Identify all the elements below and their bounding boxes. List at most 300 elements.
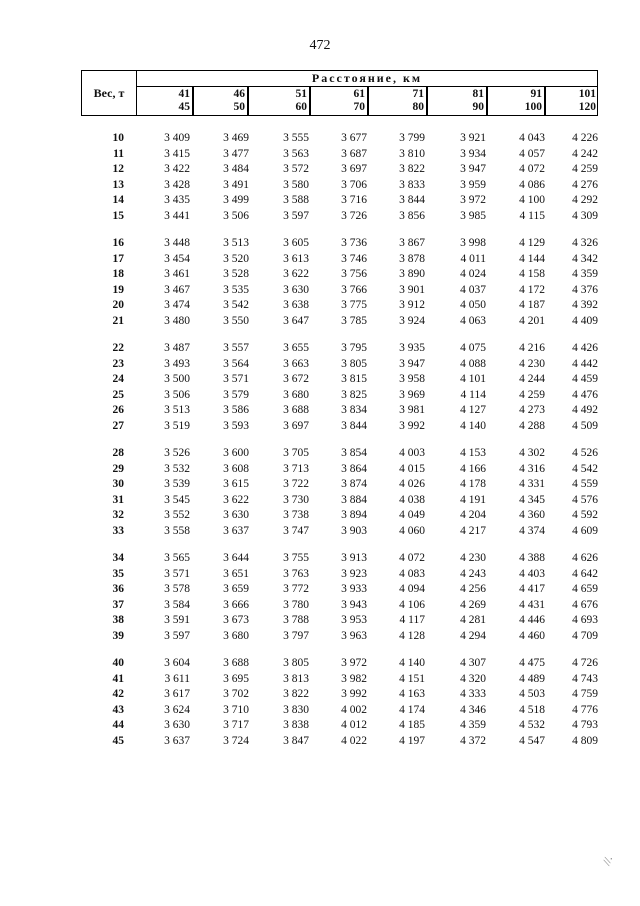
value-cell: 4 117 (399, 614, 425, 626)
value-cell: 4 459 (572, 373, 598, 385)
value-cell: 4 331 (519, 478, 545, 490)
value-cell: 4 693 (572, 614, 598, 626)
value-cell: 3 572 (283, 163, 309, 175)
value-cell: 4 345 (519, 493, 545, 506)
value-cell: 3 528 (223, 268, 249, 280)
value-cell: 3 795 (341, 342, 367, 354)
value-cell: 3 647 (283, 314, 309, 327)
value-cell: 3 884 (341, 493, 367, 506)
value-cell: 4 316 (519, 462, 545, 475)
value-cell: 3 415 (164, 147, 190, 160)
range-to: 60 (295, 101, 307, 113)
value-cell: 3 680 (283, 388, 309, 401)
table-row (0, 282, 640, 298)
value-cell: 3 659 (223, 583, 249, 595)
value-cell: 3 772 (283, 583, 309, 595)
value-cell: 3 615 (223, 478, 249, 490)
table-row (0, 597, 640, 613)
value-cell: 3 943 (341, 598, 367, 611)
value-cell: 4 072 (519, 163, 545, 175)
value-cell: 4 294 (460, 629, 486, 642)
value-cell: 4 809 (572, 734, 598, 747)
value-cell: 3 519 (164, 419, 190, 432)
distance-range-51-60 (247, 87, 311, 115)
weight-cell: 43 (112, 703, 124, 716)
range-to: 50 (233, 101, 245, 113)
range-to: 100 (524, 101, 542, 113)
value-cell: 3 738 (283, 509, 309, 521)
value-cell: 4 217 (460, 524, 486, 537)
value-cell: 4 276 (572, 178, 598, 191)
weight-cell: 35 (112, 567, 124, 580)
value-cell: 3 726 (341, 209, 367, 222)
table-row (0, 702, 640, 718)
value-cell: 4 409 (572, 314, 598, 327)
value-cell: 4 144 (519, 252, 545, 265)
value-cell: 3 864 (341, 462, 367, 475)
value-cell: 4 242 (572, 147, 598, 160)
value-cell: 3 535 (223, 283, 249, 296)
table-row (0, 612, 640, 628)
value-cell: 4 060 (399, 524, 425, 537)
value-cell: 3 834 (341, 404, 367, 416)
value-cell: 4 230 (460, 552, 486, 564)
range-to: 70 (353, 101, 365, 113)
value-cell: 3 555 (283, 132, 309, 144)
value-cell: 3 477 (223, 147, 249, 160)
value-cell: 3 935 (399, 342, 425, 354)
value-cell: 4 101 (460, 373, 486, 385)
table-row (0, 130, 640, 146)
table-row (0, 161, 640, 177)
value-cell: 4 547 (519, 734, 545, 747)
value-cell: 3 484 (223, 163, 249, 175)
distance-range-71-80 (367, 87, 428, 115)
range-from: 91 (530, 88, 542, 100)
value-cell: 3 903 (341, 524, 367, 537)
value-cell: 4 446 (519, 614, 545, 626)
distance-range-91-100 (486, 87, 546, 115)
value-cell: 3 958 (399, 373, 425, 385)
value-cell: 4 127 (460, 404, 486, 416)
value-cell: 3 716 (341, 194, 367, 206)
value-cell: 4 140 (399, 657, 425, 669)
value-cell: 4 259 (572, 163, 598, 175)
value-cell: 3 500 (164, 373, 190, 385)
value-cell: 4 576 (572, 493, 598, 506)
value-cell: 4 359 (460, 719, 486, 731)
value-cell: 4 676 (572, 598, 598, 611)
value-cell: 4 518 (519, 703, 545, 716)
table-row (0, 208, 640, 224)
weight-cell: 11 (113, 147, 124, 160)
value-cell: 4 326 (572, 237, 598, 249)
value-cell: 3 622 (223, 493, 249, 506)
value-cell: 3 532 (164, 462, 190, 475)
value-cell: 4 166 (460, 462, 486, 475)
range-from: 41 (178, 88, 190, 100)
value-cell: 3 677 (341, 132, 367, 144)
table-row (0, 313, 640, 329)
weight-cell: 12 (112, 163, 124, 175)
table-row (0, 297, 640, 313)
value-cell: 3 799 (399, 132, 425, 144)
table-header (81, 70, 598, 116)
value-cell: 3 933 (341, 583, 367, 595)
value-cell: 4 178 (460, 478, 486, 490)
value-cell: 3 469 (223, 132, 249, 144)
value-cell: 4 063 (460, 314, 486, 327)
range-to: 120 (578, 101, 596, 113)
value-cell: 3 833 (399, 178, 425, 191)
value-cell: 4 642 (572, 567, 598, 580)
value-cell: 3 998 (460, 237, 486, 249)
table-row (0, 628, 640, 644)
value-cell: 3 491 (223, 178, 249, 191)
weight-cell: 18 (112, 268, 124, 280)
value-cell: 3 597 (164, 629, 190, 642)
value-cell: 3 651 (223, 567, 249, 580)
value-cell: 4 269 (460, 598, 486, 611)
value-cell: 3 838 (283, 719, 309, 731)
value-cell: 4 403 (519, 567, 545, 580)
weight-cell: 37 (112, 598, 124, 611)
value-cell: 3 921 (460, 132, 486, 144)
distance-header-title: Расстояние, км (137, 71, 597, 87)
value-cell: 3 890 (399, 268, 425, 280)
value-cell: 3 747 (283, 524, 309, 537)
value-cell: 3 467 (164, 283, 190, 296)
value-cell: 4 243 (460, 567, 486, 580)
value-cell: 4 050 (460, 299, 486, 311)
value-cell: 3 624 (164, 703, 190, 716)
value-cell: 4 226 (572, 132, 598, 144)
value-cell: 3 912 (399, 299, 425, 311)
value-cell: 4 057 (519, 147, 545, 160)
value-cell: 4 197 (399, 734, 425, 747)
value-cell: 3 499 (223, 194, 249, 206)
weight-cell: 36 (112, 583, 124, 595)
weight-cell: 26 (112, 404, 124, 416)
value-cell: 3 805 (341, 357, 367, 370)
value-cell: 3 713 (283, 462, 309, 475)
value-cell: 3 448 (164, 237, 190, 249)
value-cell: 3 780 (283, 598, 309, 611)
range-to: 45 (178, 101, 190, 113)
value-cell: 4 151 (399, 672, 425, 685)
value-cell: 3 608 (223, 462, 249, 475)
value-cell: 3 461 (164, 268, 190, 280)
value-cell: 3 736 (341, 237, 367, 249)
value-cell: 4 417 (519, 583, 545, 595)
value-cell: 3 422 (164, 163, 190, 175)
table-row (0, 251, 640, 267)
value-cell: 3 539 (164, 478, 190, 490)
value-cell: 3 441 (164, 209, 190, 222)
value-cell: 4 320 (460, 672, 486, 685)
value-cell: 3 630 (283, 283, 309, 296)
weight-cell: 28 (112, 447, 124, 459)
value-cell: 4 333 (460, 688, 486, 700)
value-cell: 3 687 (341, 147, 367, 160)
value-cell: 4 431 (519, 598, 545, 611)
value-cell: 3 963 (341, 629, 367, 642)
value-cell: 3 550 (223, 314, 249, 327)
value-cell: 4 128 (399, 629, 425, 642)
value-cell: 4 346 (460, 703, 486, 716)
table-row (0, 192, 640, 208)
value-cell: 3 847 (283, 734, 309, 747)
value-cell: 4 492 (572, 404, 598, 416)
value-cell: 4 532 (519, 719, 545, 731)
value-cell: 4 153 (460, 447, 486, 459)
value-cell: 4 359 (572, 268, 598, 280)
value-cell: 3 513 (223, 237, 249, 249)
value-cell: 3 435 (164, 194, 190, 206)
value-cell: 3 545 (164, 493, 190, 506)
value-cell: 3 597 (283, 209, 309, 222)
value-cell: 4 342 (572, 252, 598, 265)
value-cell: 3 867 (399, 237, 425, 249)
value-cell: 4 442 (572, 357, 598, 370)
value-cell: 4 509 (572, 419, 598, 432)
value-cell: 4 094 (399, 583, 425, 595)
value-cell: 3 810 (399, 147, 425, 160)
table-row (0, 581, 640, 597)
table-row (0, 492, 640, 508)
value-cell: 4 307 (460, 657, 486, 669)
value-cell: 4 201 (519, 314, 545, 327)
value-cell: 3 493 (164, 357, 190, 370)
range-from: 71 (412, 88, 424, 100)
value-cell: 3 688 (283, 404, 309, 416)
table-row (0, 266, 640, 282)
table-row (0, 671, 640, 687)
value-cell: 3 552 (164, 509, 190, 521)
value-cell: 3 409 (164, 132, 190, 144)
value-cell: 4 191 (460, 493, 486, 506)
value-cell: 3 542 (223, 299, 249, 311)
weight-cell: 13 (112, 178, 124, 191)
value-cell: 3 825 (341, 388, 367, 401)
value-cell: 4 542 (572, 462, 598, 475)
value-cell: 4 244 (519, 373, 545, 385)
range-to: 90 (472, 101, 484, 113)
value-cell: 4 204 (460, 509, 486, 521)
value-cell: 3 775 (341, 299, 367, 311)
value-cell: 4 187 (519, 299, 545, 311)
value-cell: 3 663 (283, 357, 309, 370)
value-cell: 3 878 (399, 252, 425, 265)
table-row (0, 402, 640, 418)
value-cell: 3 934 (460, 147, 486, 160)
value-cell: 3 557 (223, 342, 249, 354)
value-cell: 3 506 (223, 209, 249, 222)
value-cell: 3 969 (399, 388, 425, 401)
value-cell: 4 012 (341, 719, 367, 731)
value-cell: 4 526 (572, 447, 598, 459)
table-row (0, 523, 640, 539)
page-number: 472 (309, 38, 331, 53)
value-cell: 4 038 (399, 493, 425, 506)
value-cell: 3 688 (223, 657, 249, 669)
value-cell: 3 972 (341, 657, 367, 669)
table-row (0, 340, 640, 356)
value-cell: 3 454 (164, 252, 190, 265)
weight-cell: 45 (112, 734, 124, 747)
value-cell: 3 564 (223, 357, 249, 370)
weight-cell: 41 (112, 672, 124, 685)
value-cell: 3 565 (164, 552, 190, 564)
value-cell: 4 002 (341, 703, 367, 716)
table-row (0, 418, 640, 434)
value-cell: 4 388 (519, 552, 545, 564)
value-cell: 3 947 (399, 357, 425, 370)
value-cell: 3 724 (223, 734, 249, 747)
value-cell: 4 003 (399, 447, 425, 459)
value-cell: 4 174 (399, 703, 425, 716)
value-cell: 4 049 (399, 509, 425, 521)
value-cell: 3 755 (283, 552, 309, 564)
value-cell: 4 292 (572, 194, 598, 206)
value-cell: 4 489 (519, 672, 545, 685)
weight-cell: 24 (112, 373, 124, 385)
value-cell: 4 100 (519, 194, 545, 206)
value-cell: 3 600 (223, 447, 249, 459)
range-from: 51 (295, 88, 307, 100)
weight-cell: 34 (112, 552, 124, 564)
value-cell: 3 722 (283, 478, 309, 490)
value-cell: 3 822 (399, 163, 425, 175)
value-cell: 3 630 (164, 719, 190, 731)
value-cell: 3 788 (283, 614, 309, 626)
value-cell: 3 644 (223, 552, 249, 564)
table-row (0, 177, 640, 193)
value-cell: 3 763 (283, 567, 309, 580)
table-row (0, 733, 640, 749)
weight-cell: 33 (112, 524, 124, 537)
weight-cell: 29 (112, 462, 124, 475)
value-cell: 4 037 (460, 283, 486, 296)
value-cell: 3 613 (283, 252, 309, 265)
value-cell: 3 844 (399, 194, 425, 206)
value-cell: 3 710 (223, 703, 249, 716)
value-cell: 3 617 (164, 688, 190, 700)
value-cell: 3 797 (283, 629, 309, 642)
value-cell: 3 571 (164, 567, 190, 580)
value-cell: 3 697 (341, 163, 367, 175)
value-cell: 3 480 (164, 314, 190, 327)
value-cell: 4 115 (519, 209, 545, 222)
value-cell: 3 630 (223, 509, 249, 521)
value-cell: 4 011 (460, 252, 486, 265)
value-cell: 4 172 (519, 283, 545, 296)
value-cell: 4 281 (460, 614, 486, 626)
value-cell: 4 140 (460, 419, 486, 432)
table-row (0, 686, 640, 702)
weight-cell: 38 (112, 614, 124, 626)
value-cell: 4 024 (460, 268, 486, 280)
table-row (0, 476, 640, 492)
value-cell: 3 558 (164, 524, 190, 537)
value-cell: 3 982 (341, 672, 367, 685)
value-cell: 4 426 (572, 342, 598, 354)
handwritten-mark: //. (600, 854, 616, 867)
value-cell: 3 706 (341, 178, 367, 191)
value-cell: 4 129 (519, 237, 545, 249)
table-row (0, 461, 640, 477)
value-cell: 3 766 (341, 283, 367, 296)
value-cell: 3 591 (164, 614, 190, 626)
table-row (0, 371, 640, 387)
weight-cell: 44 (112, 719, 124, 731)
value-cell: 3 924 (399, 314, 425, 327)
value-cell: 3 815 (341, 373, 367, 385)
value-cell: 3 702 (223, 688, 249, 700)
table-row (0, 146, 640, 162)
range-from: 61 (353, 88, 365, 100)
value-cell: 3 637 (223, 524, 249, 537)
value-cell: 4 072 (399, 552, 425, 564)
value-cell: 3 680 (223, 629, 249, 642)
value-cell: 4 460 (519, 629, 545, 642)
distance-range-61-70 (309, 87, 369, 115)
value-cell: 3 981 (399, 404, 425, 416)
value-cell: 3 672 (283, 373, 309, 385)
value-cell: 4 083 (399, 567, 425, 580)
weight-cell: 20 (112, 299, 124, 311)
value-cell: 3 637 (164, 734, 190, 747)
value-cell: 4 106 (399, 598, 425, 611)
value-cell: 3 901 (399, 283, 425, 296)
table-row (0, 235, 640, 251)
weight-cell: 14 (112, 194, 124, 206)
value-cell: 4 372 (460, 734, 486, 747)
value-cell: 3 830 (283, 703, 309, 716)
value-cell: 4 302 (519, 447, 545, 459)
value-cell: 4 726 (572, 657, 598, 669)
value-cell: 3 588 (283, 194, 309, 206)
value-cell: 3 923 (341, 567, 367, 580)
table-row (0, 655, 640, 671)
value-cell: 3 604 (164, 657, 190, 669)
distance-range-81-90 (426, 87, 488, 115)
value-cell: 3 526 (164, 447, 190, 459)
table-row (0, 717, 640, 733)
value-cell: 3 972 (460, 194, 486, 206)
value-cell: 3 844 (341, 419, 367, 432)
value-cell: 3 655 (283, 342, 309, 354)
value-cell: 3 563 (283, 147, 309, 160)
weight-cell: 17 (112, 252, 124, 265)
value-cell: 3 487 (164, 342, 190, 354)
value-cell: 3 894 (341, 509, 367, 521)
value-cell: 3 666 (223, 598, 249, 611)
value-cell: 3 913 (341, 552, 367, 564)
weight-cell: 19 (112, 283, 124, 296)
distance-range-101-120 (544, 87, 598, 115)
value-cell: 4 088 (460, 357, 486, 370)
value-cell: 3 992 (399, 419, 425, 432)
weight-cell: 32 (112, 509, 124, 521)
value-cell: 4 475 (519, 657, 545, 669)
table-row (0, 445, 640, 461)
weight-cell: 21 (112, 314, 124, 327)
value-cell: 3 717 (223, 719, 249, 731)
value-cell: 3 622 (283, 268, 309, 280)
value-cell: 4 759 (572, 688, 598, 700)
value-cell: 3 593 (223, 419, 249, 432)
